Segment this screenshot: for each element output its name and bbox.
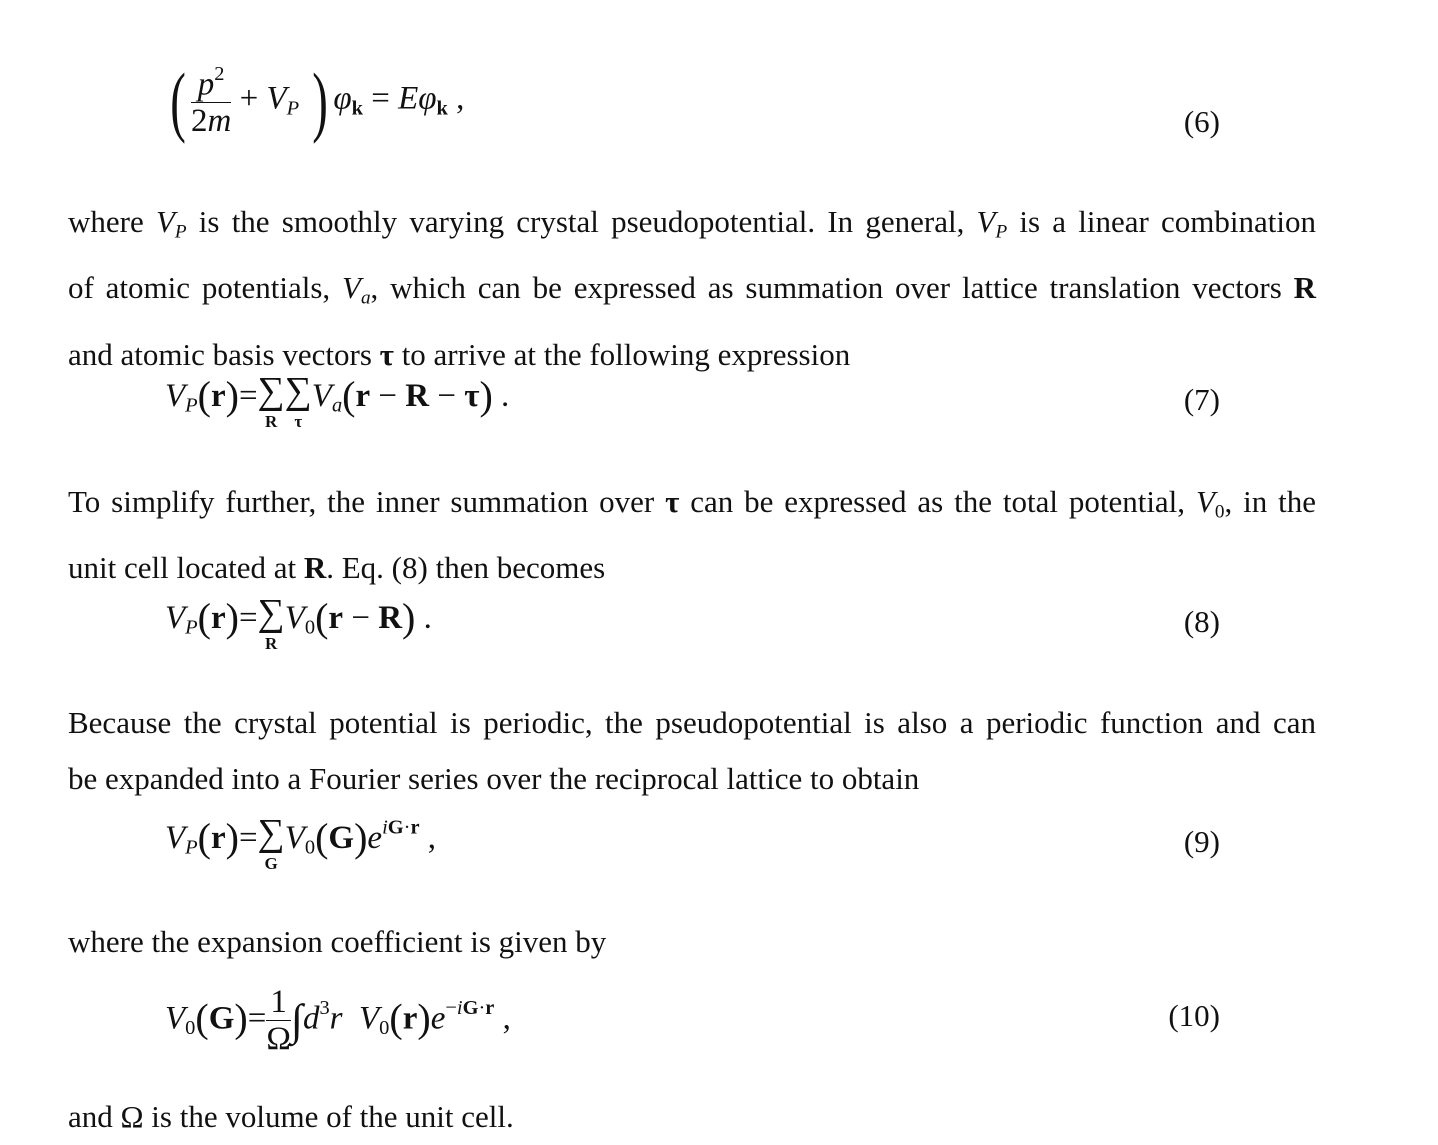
paragraph-4: where the expansion coefficient is given by bbox=[68, 924, 607, 959]
paragraph-5: and Ω is the volume of the unit cell. bbox=[68, 1099, 514, 1134]
summation-over-R: ∑ R bbox=[257, 370, 285, 431]
paragraph-3: Because the crystal potential is periodic, the pseudopotential is also a periodic function and can be expanded into a Fourier series over the reciprocal lattice to obtain bbox=[68, 705, 1316, 796]
equation-number-7: (7) bbox=[1183, 382, 1220, 417]
equation-8: $V_P(r)=$ ∑ R $V_0(r - R)$ . bbox=[165, 592, 432, 653]
fraction-1-over-omega: $\frac{1}{\Omega}$ bbox=[266, 984, 291, 1058]
paragraph-2: To simplify further, the inner summation over τ can be expressed as the total potential, $V_0$, in the unit cell located at R. Eq. (8) then becomes bbox=[68, 484, 1316, 586]
summation-over-G: ∑ G bbox=[257, 812, 285, 873]
summation-over-R: ∑ R bbox=[257, 592, 285, 653]
equation-9: $V_P(r)=$ ∑ G $V_0(G)e^{iG\cdot r}$ , bbox=[165, 812, 437, 873]
equation-number-9: (9) bbox=[1183, 824, 1220, 859]
equation-6: ( $\frac{p^2}{2m}$ + $V_P$ ) $\varphi_k = E\varphi_k$ , bbox=[170, 57, 465, 144]
right-paren: ) bbox=[312, 57, 329, 144]
equation-number-10: (10) bbox=[1168, 998, 1220, 1033]
equation-number-8: (8) bbox=[1183, 604, 1220, 639]
summation-over-tau: ∑ τ bbox=[284, 370, 312, 431]
fraction-p2-over-2m: $\frac{p^2}{2m}$ bbox=[190, 62, 232, 140]
equation-7: $V_P(r)=$ ∑ R ∑ τ $V_a(r - R - \tau)$ . bbox=[165, 370, 510, 431]
equation-number-6: (6) bbox=[1183, 104, 1220, 139]
equation-10: $V_0(G)=$ $\frac{1}{\Omega}$ $\int d^3r$ $V_0(r)e^{-iG\cdot r}$ , bbox=[165, 984, 511, 1058]
left-paren: ( bbox=[170, 57, 186, 144]
paragraph-1: where $V_P$ is the smoothly varying crystal pseudopotential. In general, $V_P$ is a linear combination of atomic potentials, $V_a$, which can be expressed as summation over lattice translation vectors R and atomic basis vectors τ to arrive at the following expression bbox=[68, 204, 1317, 372]
integral-sign: ∫ bbox=[290, 995, 303, 1045]
